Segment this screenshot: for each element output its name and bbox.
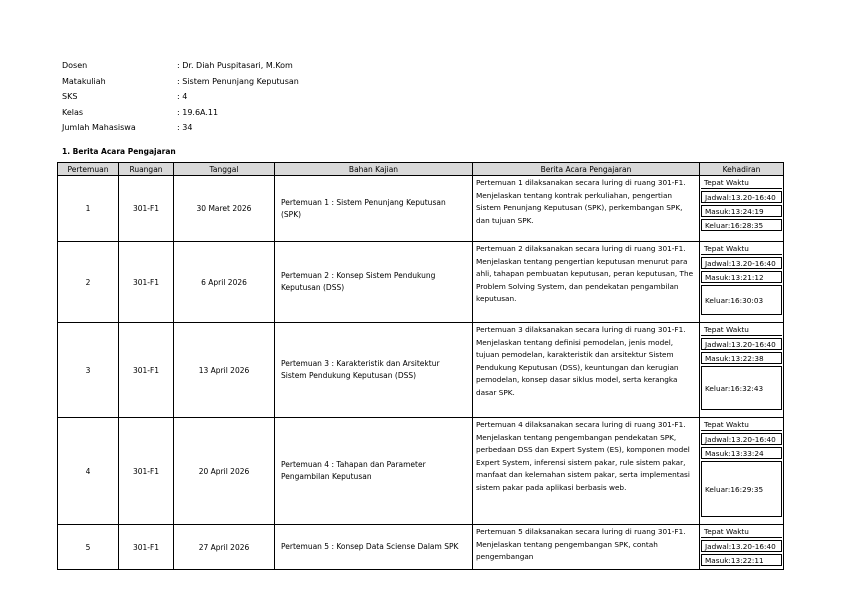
section-title: 1. Berita Acara Pengajaran [62,147,176,156]
berita-acara-table [57,162,784,570]
cell-ruangan: 301-F1 [119,418,174,525]
cell-ruangan: 301-F1 [119,525,174,570]
status-label: Tepat Waktu [701,324,782,336]
cell-berita-acara: Pertemuan 3 dilaksanakan secara luring di ruang 301-F1. Menjelaskan tentang definisi pemodelan, jenis model, tujuan pemodelan, karakteristik dan arsitektur Sistem Pendukung Keputusan (DSS), keuntungan dan kerugian pemodelan, konsep dasar siklus model, serta kerangka dasar SPK. [473,323,700,418]
cell-berita-acara: Pertemuan 2 dilaksanakan secara luring di ruang 301-F1. Menjelaskan tentang pengertian keputusan menurut para ahli, tahapan pembuatan keputusan, peran keputusan, The Problem Solving System, dan pendekatan pengambilan keputusan. [473,242,700,323]
cell-ruangan: 301-F1 [119,176,174,242]
masuk-label: Masuk:13:33:24 [701,447,782,459]
cell-bahan-kajian: Pertemuan 2 : Konsep Sistem Pendukung Keputusan (DSS) [275,242,473,323]
info-label: Kelas [62,107,84,117]
keluar-label: Keluar:16:29:35 [701,461,782,517]
jadwal-label: Jadwal:13.20-16:40 [701,433,782,445]
cell-pertemuan: 1 [58,176,119,242]
jadwal-label: Jadwal:13.20-16:40 [701,257,782,269]
cell-kehadiran [700,418,784,525]
keluar-label: Keluar:16:32:43 [701,366,782,410]
info-row-dosen [62,58,299,74]
table-header-row [58,163,784,176]
table-row [58,176,784,242]
cell-pertemuan: 2 [58,242,119,323]
info-value: : 4 [177,92,188,101]
masuk-label: Masuk:13:22:11 [701,554,782,566]
info-row-jumlah-mahasiswa [62,120,299,136]
info-label: SKS [62,92,78,101]
cell-kehadiran [700,525,784,570]
table-row [58,242,784,323]
cell-tanggal: 30 Maret 2026 [174,176,275,242]
header-kehadiran: Kehadiran [700,163,784,176]
cell-kehadiran [700,176,784,242]
cell-berita-acara: Pertemuan 5 dilaksanakan secara luring di ruang 301-F1. Menjelaskan tentang pengembangan SPK, contah pengembangan [473,525,700,570]
cell-ruangan: 301-F1 [119,323,174,418]
table-row [58,525,784,570]
cell-tanggal: 27 April 2026 [174,525,275,570]
info-label: Jumlah Mahasiswa [62,123,136,132]
info-value: : 19.6A.11 [177,107,219,117]
header-berita-acara: Berita Acara Pengajaran [473,163,700,176]
info-value: : 34 [177,123,193,132]
header-pertemuan: Pertemuan [58,163,119,176]
cell-berita-acara: Pertemuan 4 dilaksanakan secara luring di ruang 301-F1. Menjelaskan tentang pengembangan pendekatan SPK, perbedaan DSS dan Expert System (ES), komponen model Expert System, inferensi sistem pakar, rule sistem pakar, manfaat dan kelemahan sistem pakar, serta implementasi sistem pakar pada aplikasi berbasis web. [473,418,700,525]
jadwal-label: Jadwal:13.20-16:40 [701,338,782,350]
info-label: Matakuliah [62,76,106,86]
cell-kehadiran [700,323,784,418]
table-row [58,418,784,525]
header-bahan-kajian: Bahan Kajian [275,163,473,176]
cell-bahan-kajian: Pertemuan 4 : Tahapan dan Parameter Pengambilan Keputusan [275,418,473,525]
info-row-kelas [62,105,299,121]
masuk-label: Masuk:13:22:38 [701,352,782,364]
header-ruangan: Ruangan [119,163,174,176]
status-label: Tepat Waktu [701,177,782,189]
cell-bahan-kajian: Pertemuan 3 : Karakteristik dan Arsitektur Sistem Pendukung Keputusan (DSS) [275,323,473,418]
cell-bahan-kajian: Pertemuan 1 : Sistem Penunjang Keputusan (SPK) [275,176,473,242]
cell-pertemuan: 5 [58,525,119,570]
info-row-sks [62,89,299,105]
status-label: Tepat Waktu [701,526,782,538]
cell-tanggal: 13 April 2026 [174,323,275,418]
cell-ruangan: 301-F1 [119,242,174,323]
status-label: Tepat Waktu [701,243,782,255]
keluar-label: Keluar:16:28:35 [701,219,782,231]
cell-tanggal: 20 April 2026 [174,418,275,525]
cell-pertemuan: 4 [58,418,119,525]
status-label: Tepat Waktu [701,419,782,431]
cell-bahan-kajian: Pertemuan 5 : Konsep Data Sciense Dalam SPK [275,525,473,570]
info-row-matakuliah [62,74,299,90]
cell-kehadiran [700,242,784,323]
jadwal-label: Jadwal:13.20-16:40 [701,191,782,203]
keluar-label: Keluar:16:30:03 [701,285,782,315]
header-tanggal: Tanggal [174,163,275,176]
course-info [62,58,299,136]
info-value: : Sistem Penunjang Keputusan [177,76,299,86]
info-label: Dosen [62,61,88,70]
jadwal-label: Jadwal:13.20-16:40 [701,540,782,552]
cell-berita-acara: Pertemuan 1 dilaksanakan secara luring di ruang 301-F1. Menjelaskan tentang kontrak perkuliahan, pengertian Sistem Penunjang Keputusan (SPK), perkembangan SPK, dan tujuan SPK. [473,176,700,242]
cell-pertemuan: 3 [58,323,119,418]
masuk-label: Masuk:13:24:19 [701,205,782,217]
cell-tanggal: 6 April 2026 [174,242,275,323]
masuk-label: Masuk:13:21:12 [701,271,782,283]
table-row [58,323,784,418]
info-value: : Dr. Diah Puspitasari, M.Kom [177,61,293,70]
